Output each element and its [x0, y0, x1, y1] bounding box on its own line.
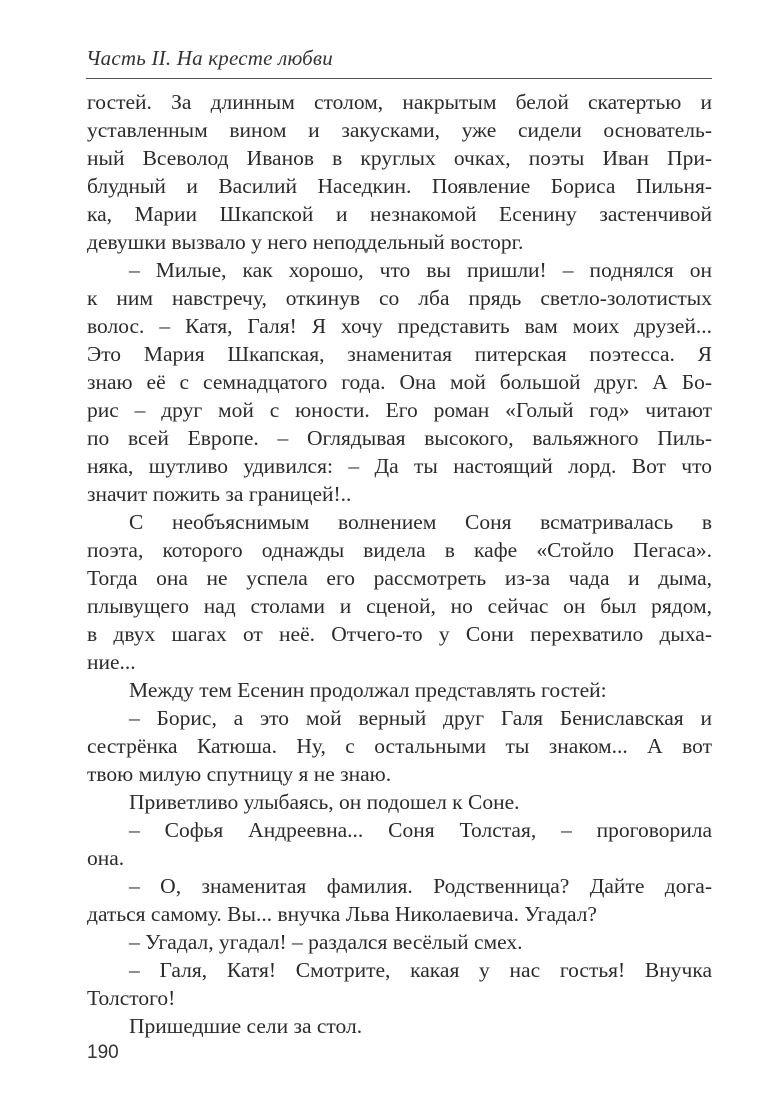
text-line: С необъяснимым волнением Соня всматривалась в — [129, 510, 712, 534]
text-line: – Угадал, угадал! – раздался весёлый смех. — [129, 930, 523, 954]
text-line: Пришедшие сели за стол. — [129, 1014, 363, 1038]
text-line: Между тем Есенин продолжал представлять гостей: — [129, 678, 607, 702]
text-line: по всей Европе. – Оглядывая высокого, вальяжного Пиль- — [87, 426, 712, 450]
text-line: – Софья Андреевна... Соня Толстая, – проговорила — [129, 818, 712, 842]
text-line: она. — [87, 846, 125, 870]
text-line: ный Всеволод Иванов в круглых очках, поэты Иван При- — [87, 146, 712, 170]
text-line: знаю её с семнадцатого года. Она мой большой друг. А Бо- — [87, 370, 712, 394]
text-line: Толстого! — [87, 986, 176, 1010]
body-text — [87, 88, 712, 1040]
text-line: – Милые, как хорошо, что вы пришли! – поднялся он — [129, 258, 712, 282]
text-line: в двух шагах от неё. Отчего-то у Сони перехватило дыха- — [87, 622, 712, 646]
text-line: твою милую спутницу я не знаю. — [87, 762, 392, 786]
text-line: Тогда она не успела его рассмотреть из-за чада и дыма, — [87, 566, 712, 590]
text-line: поэта, которого однажды видела в кафе «Стойло Пегаса». — [87, 538, 712, 562]
text-line: Это Мария Шкапская, знаменитая питерская поэтесса. Я — [87, 342, 712, 366]
text-line: – Борис, а это мой верный друг Галя Бениславская и — [129, 706, 712, 730]
text-line: к ним навстречу, откинув со лба прядь светло-золотистых — [87, 286, 712, 310]
text-line: няка, шутливо удивился: – Да ты настоящий лорд. Вот что — [87, 454, 712, 478]
text-line: даться самому. Вы... внучка Льва Николаевича. Угадал? — [87, 902, 597, 926]
text-line: сестрёнка Катюша. Ну, с остальными ты знаком... А вот — [87, 734, 712, 758]
running-head: Часть II. На кресте любви — [86, 46, 333, 70]
text-line: девушки вызвало у него неподдельный восторг. — [87, 230, 524, 254]
text-line: рис – друг мой с юности. Его роман «Голый год» читают — [87, 398, 712, 422]
text-line: Приветливо улыбаясь, он подошел к Соне. — [129, 790, 520, 814]
text-line: уставленным вином и закусками, уже сидели основатель- — [87, 118, 712, 142]
page-number: 190 — [87, 1042, 119, 1063]
header-rule — [86, 78, 712, 79]
text-line: блудный и Василий Наседкин. Появление Бориса Пильня- — [87, 174, 712, 198]
text-line: гостей. За длинным столом, накрытым белой скатертью и — [87, 90, 712, 114]
text-line: значит пожить за границей!.. — [87, 482, 352, 506]
text-line: ние... — [87, 650, 136, 674]
text-line: волос. – Катя, Галя! Я хочу представить вам моих друзей... — [87, 314, 712, 338]
text-line: – Галя, Катя! Смотрите, какая у нас гостья! Внучка — [129, 958, 712, 982]
text-line: плывущего над столами и сценой, но сейчас он был рядом, — [87, 594, 712, 618]
text-line: – О, знаменитая фамилия. Родственница? Дайте дога- — [129, 874, 712, 898]
text-line: ка, Марии Шкапской и незнакомой Есенину застенчивой — [87, 202, 712, 226]
